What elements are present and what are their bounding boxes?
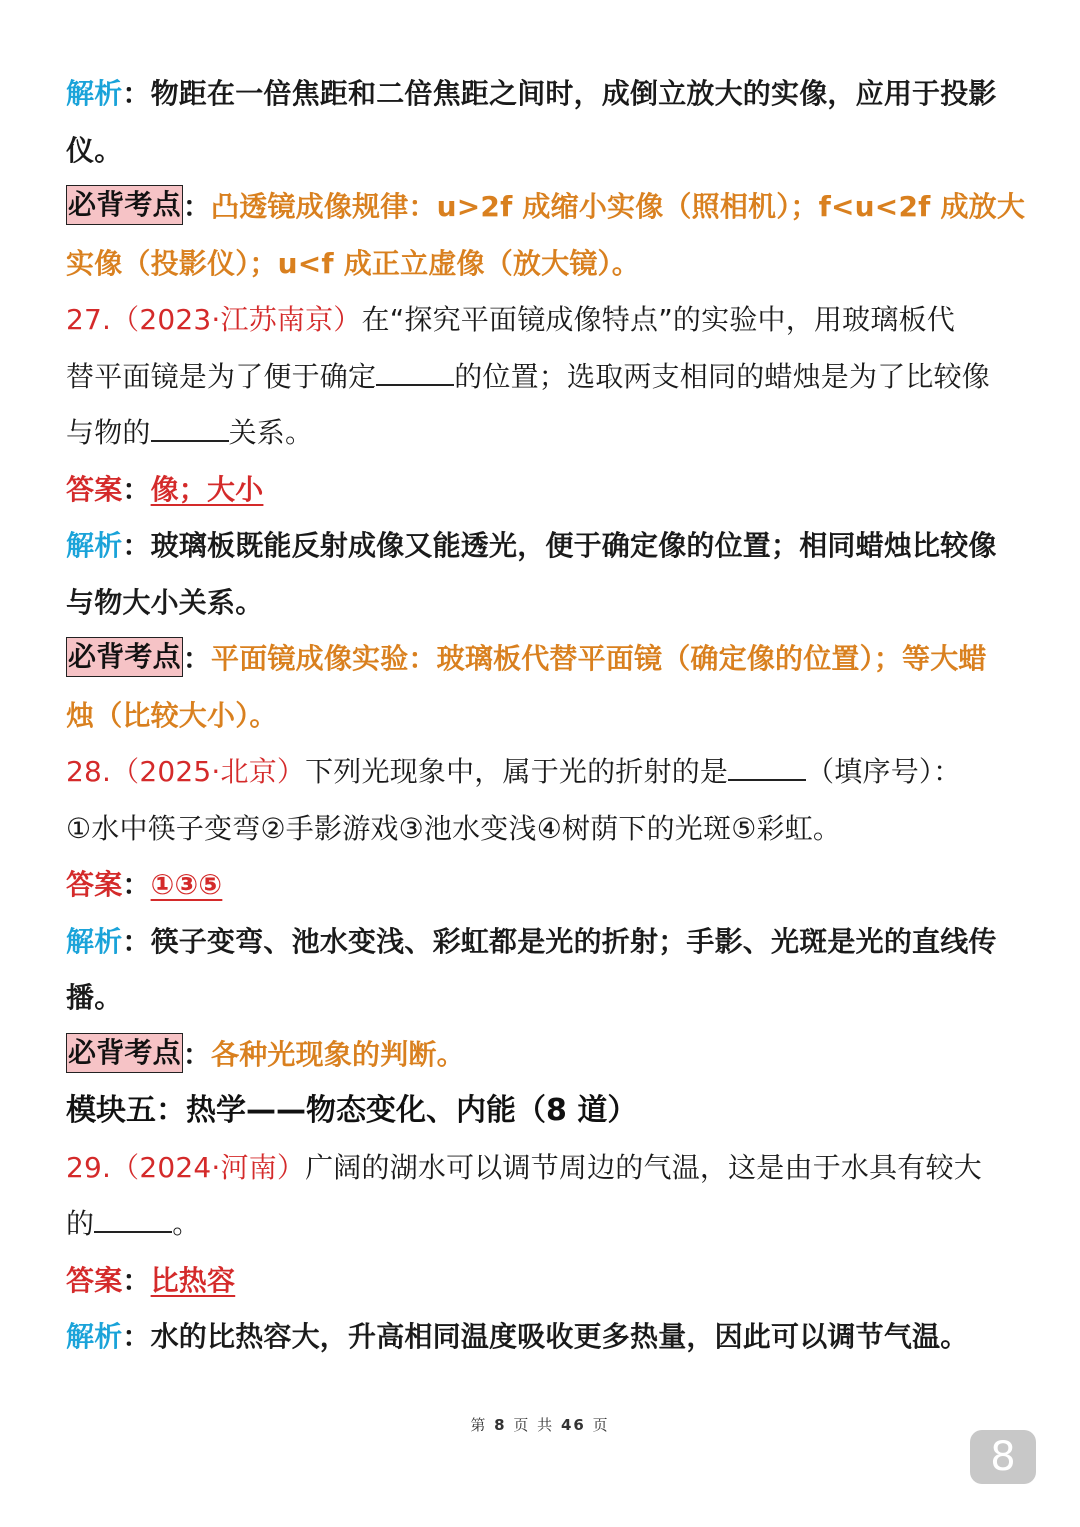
analysis-label: 解析 — [66, 529, 123, 562]
analysis-text: 物距在一倍焦距和二倍焦距之间时，成倒立放大的实像，应用于投影 — [150, 77, 997, 110]
key-point-line: 必背考点：凸透镜成像规律：u>2f 成缩小实像（照相机）；f<u<2f 成放大 — [66, 179, 1016, 236]
question-28-line — [66, 801, 1016, 858]
key-point-label: 必背考点 — [66, 185, 183, 225]
key-point-line — [66, 688, 1016, 745]
answer-value: 比热容 — [150, 1263, 236, 1297]
question-text: 广阔的湖水可以调节周边的气温，这是由于水具有较大 — [305, 1150, 982, 1184]
key-point-text: 平面镜成像实验：玻璃板代替平面镜（确定像的位置）；等大蜡 — [211, 642, 987, 675]
question-27-line: 与物的 关系。 — [66, 416, 314, 449]
answer-blank[interactable] — [151, 414, 229, 442]
answer-value: 像；大小 — [150, 472, 264, 506]
key-point-text: 凸透镜成像规律：u>2f 成缩小实像（照相机）；f<u<2f 成放大 — [211, 190, 1026, 223]
analysis-text: 水的比热容大，升高相同温度吸收更多热量，因此可以调节气温。 — [150, 1320, 969, 1353]
answer-value: ①③⑤ — [150, 868, 223, 901]
analysis-line — [66, 123, 1016, 180]
analysis-text: 仪。 — [66, 133, 123, 167]
question-28-line: 28.（2025·北京）下列光现象中，属于光的折射的是 （填序号）： — [66, 755, 962, 788]
question-number: 28.（2025·北京） — [66, 755, 306, 788]
page-number-badge: 8 — [970, 1430, 1036, 1484]
answer-line: 答案：像；大小 — [66, 472, 264, 506]
answer-line: 答案：①③⑤ — [66, 868, 223, 901]
question-27-line — [66, 292, 1016, 349]
question-options: ①水中筷子变弯②手影游戏③池水变浅④树荫下的光斑⑤彩虹。 — [66, 811, 842, 845]
current-page-number: 8 — [494, 1416, 507, 1434]
analysis-line — [66, 970, 1016, 1027]
answer-blank[interactable] — [728, 753, 806, 781]
analysis-label: 解析 — [66, 1320, 123, 1353]
analysis-text: 播。 — [66, 981, 123, 1014]
question-number: 27.（2023·江苏南京） — [66, 303, 362, 336]
analysis-line: 解析：玻璃板既能反射成像又能透光，便于确定像的位置；相同蜡烛比较像 — [66, 529, 997, 562]
analysis-line: 解析：水的比热容大，升高相同温度吸收更多热量，因此可以调节气温。 — [66, 1320, 969, 1353]
answer-label: 答案 — [66, 1263, 123, 1297]
document-page — [66, 66, 1026, 1366]
analysis-line — [66, 575, 1016, 632]
answer-line: 答案：比热容 — [66, 1263, 236, 1297]
key-point-label: 必背考点 — [66, 637, 183, 677]
question-27-line: 替平面镜是为了便于确定 的位置；选取两支相同的蜡烛是为了比较像 — [66, 359, 991, 393]
analysis-text: 筷子变弯、池水变浅、彩虹都是光的折射；手影、光斑是光的直线传 — [150, 924, 997, 958]
module-heading: 模块五：热学——物态变化、内能（8 道） — [66, 1093, 638, 1128]
key-point-text: 实像（投影仪）；u<f 成正立虚像（放大镜）。 — [66, 246, 640, 280]
answer-blank[interactable] — [94, 1205, 172, 1233]
key-point-line: 必背考点：平面镜成像实验：玻璃板代替平面镜（确定像的位置）；等大蜡 — [66, 631, 1016, 688]
question-29-line: 的 。 — [66, 1207, 201, 1240]
answer-label: 答案 — [66, 472, 123, 506]
key-point-line: 必背考点：各种光现象的判断。 — [66, 1027, 1016, 1084]
analysis-line: 解析：物距在一倍焦距和二倍焦距之间时，成倒立放大的实像，应用于投影 — [66, 77, 997, 110]
analysis-line: 解析：筷子变弯、池水变浅、彩虹都是光的折射；手影、光斑是光的直线传 — [66, 924, 997, 958]
question-29-line — [66, 1140, 1016, 1197]
question-number: 29.（2024·河南） — [66, 1150, 306, 1184]
key-point-line — [66, 236, 1016, 293]
question-text: 在“探究平面镜成像特点”的实验中，用玻璃板代 — [361, 303, 955, 336]
total-pages: 46 — [560, 1416, 586, 1434]
page-footer: 第 8 页 共 46 页 — [470, 1416, 610, 1434]
analysis-text: 与物大小关系。 — [66, 585, 264, 619]
answer-label: 答案 — [66, 868, 123, 901]
analysis-text: 玻璃板既能反射成像又能透光，便于确定像的位置；相同蜡烛比较像 — [150, 529, 997, 562]
answer-blank[interactable] — [376, 358, 454, 386]
analysis-label: 解析 — [66, 924, 123, 958]
key-point-label: 必背考点 — [66, 1033, 183, 1073]
analysis-label: 解析 — [66, 77, 123, 110]
key-point-text: 烛（比较大小）。 — [66, 698, 278, 732]
key-point-text: 各种光现象的判断。 — [211, 1037, 465, 1071]
